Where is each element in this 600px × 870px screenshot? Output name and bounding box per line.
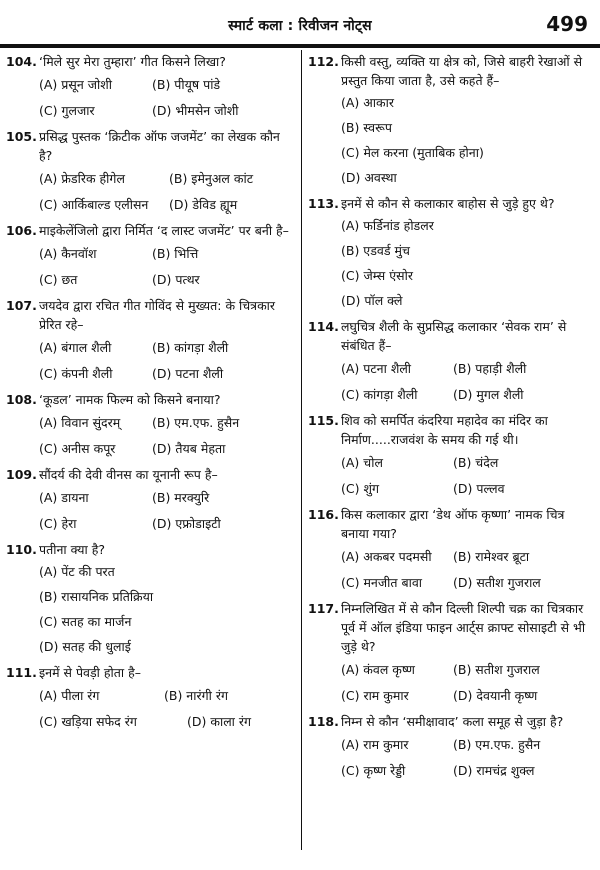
option-a: (A) बंगाल शैली: [39, 339, 112, 355]
question-104: [6, 52, 294, 123]
question-116: [308, 505, 592, 595]
option-c: (C) हेरा: [39, 515, 77, 531]
option-b: (B) भित्ति: [152, 245, 199, 261]
option-b: (B) एम.एफ. हुसैन: [453, 736, 541, 752]
option-c: (C) सतह का मार्जन: [39, 614, 132, 629]
question-105: [6, 127, 294, 217]
option-a: (A) चोल: [341, 454, 383, 470]
option-d: (D) काला रंग: [187, 713, 252, 729]
page-number: 499: [546, 12, 588, 36]
question-text: सौंदर्य की देवी वीनस का यूनानी रूप है–: [39, 467, 218, 482]
option-a: (A) पीला रंग: [39, 687, 100, 703]
question-text: निम्न से कौन ‘समीक्षावाद’ कला समूह से जुड़ा है?: [341, 714, 564, 729]
option-b: (B) पहाड़ी शैली: [453, 360, 527, 376]
question-111: [6, 663, 294, 734]
question-number: 105.: [6, 129, 37, 144]
question-107: [6, 296, 294, 386]
option-b: (B) पीयूष पांडे: [152, 76, 221, 92]
option-c: (C) राम कुमार: [341, 687, 409, 703]
question-text: निम्नलिखित में से कौन दिल्ली शिल्पी चक्र का चित्रकार पूर्व में ऑल इंडिया फाइन आर्ट्स क्राफ्ट सोसाइटी से भी जुड़े थे?: [341, 601, 586, 654]
option-c: (C) छत: [39, 271, 78, 287]
question-number: 106.: [6, 223, 37, 238]
option-d: (D) तैयब मेहता: [152, 440, 226, 456]
question-110: [6, 540, 294, 659]
option-b: (B) एम.एफ. हुसैन: [152, 414, 240, 430]
question-117: [308, 599, 592, 708]
option-c: (C) खड़िया सफेद रंग: [39, 713, 137, 729]
option-a: (A) पटना शैली: [341, 360, 412, 376]
option-c: (C) अनीस कपूर: [39, 440, 116, 456]
question-text: किस कलाकार द्वारा ‘डेथ ऑफ कृष्णा’ नामक चित्र बनाया गया?: [341, 507, 565, 541]
question-number: 117.: [308, 601, 339, 616]
question-text: जयदेव द्वारा रचित गीत गोविंद से मुख्यत: के चित्रकार प्रेरित रहे–: [39, 298, 276, 332]
question-text: लघुचित्र शैली के सुप्रसिद्ध कलाकार ‘सेवक राम’ से संबंधित हैं–: [341, 319, 567, 353]
option-d: (D) अवस्था: [341, 170, 397, 185]
option-d: (D) पटना शैली: [152, 365, 224, 381]
question-text: ‘मिले सुर मेरा तुम्हारा’ गीत किसने लिखा?: [39, 54, 226, 69]
header-title: स्मार्ट कला : रिवीजन नोट्स: [228, 18, 372, 34]
option-d: (D) डेविड ह्यूम: [169, 196, 238, 212]
question-text: किसी वस्तु, व्यक्ति या क्षेत्र को, जिसे बाहरी रेखाओं से प्रस्तुत किया जाता है, उसे कहते हैं–: [341, 54, 583, 88]
question-108: [6, 390, 294, 461]
option-a: (A) कैनवॉश: [39, 245, 97, 261]
option-b: (B) चंदेल: [453, 454, 499, 470]
question-number: 110.: [6, 542, 37, 557]
header-rule: [0, 44, 600, 48]
question-number: 109.: [6, 467, 37, 482]
question-number: 108.: [6, 392, 37, 407]
question-113: [308, 194, 592, 313]
option-b: (B) सतीश गुजराल: [453, 661, 540, 677]
left-column: [6, 52, 294, 738]
option-c: (C) मनजीत बावा: [341, 574, 423, 590]
option-d: (D) एफ्रोडाइटी: [152, 515, 221, 531]
question-text: ‘कूडल’ नामक फिल्म को किसने बनाया?: [39, 392, 221, 407]
option-b: (B) कांगड़ा शैली: [152, 339, 229, 355]
option-b: (B) मरक्युरि: [152, 489, 210, 505]
question-text: इनमें से पेवड़ी होता है–: [39, 665, 141, 680]
option-c: (C) जेम्स एंसोर: [341, 268, 413, 283]
question-text: पतीना क्या है?: [39, 542, 106, 557]
option-c: (C) आर्किबाल्ड एलीसन: [39, 196, 149, 212]
option-a: (A) पेंट की परत: [39, 564, 115, 579]
question-number: 113.: [308, 196, 339, 211]
option-c: (C) मेल करना (मुताबिक होना): [341, 145, 484, 160]
option-c: (C) कांगड़ा शैली: [341, 386, 418, 402]
question-text: शिव को समर्पित कंदरिया महादेव का मंदिर का निर्माण.....राजवंश के समय की गई थी।: [341, 413, 548, 447]
question-number: 114.: [308, 319, 339, 334]
question-114: [308, 317, 592, 407]
option-b: (B) इमेनुअल कांट: [169, 170, 253, 186]
question-number: 116.: [308, 507, 339, 522]
option-c: (C) गुलजार: [39, 102, 95, 118]
column-divider: [301, 50, 302, 850]
option-a: (A) विवान सुंदरम्: [39, 414, 121, 430]
question-text: इनमें से कौन से कलाकार बाहोस से जुड़े हुए थे?: [341, 196, 555, 211]
option-a: (A) डायना: [39, 489, 89, 505]
right-column: [308, 52, 592, 787]
option-b: (B) रासायनिक प्रतिक्रिया: [39, 589, 154, 604]
option-b: (B) एडवर्ड मुंच: [341, 243, 410, 258]
option-b: (B) स्वरूप: [341, 120, 392, 135]
question-118: [308, 712, 592, 783]
option-a: (A) आकार: [341, 95, 395, 110]
option-d: (D) मुगल शैली: [453, 386, 524, 402]
question-number: 104.: [6, 54, 37, 69]
option-a: (A) फ्रेडरिक हीगेल: [39, 170, 125, 186]
option-d: (D) देवयानी कृष्ण: [453, 687, 538, 703]
question-number: 115.: [308, 413, 339, 428]
page-header: [0, 0, 600, 44]
option-d: (D) पल्लव: [453, 480, 505, 496]
option-a: (A) फर्डिनांड होडलर: [341, 218, 434, 233]
question-text: माइकेलेंजिलो द्वारा निर्मित ‘द लास्ट जजमेंट’ पर बनी है–: [39, 223, 289, 238]
option-c: (C) कंपनी शैली: [39, 365, 113, 381]
question-109: [6, 465, 294, 536]
question-number: 111.: [6, 665, 37, 680]
option-d: (D) सतह की धुलाई: [39, 639, 131, 654]
question-112: [308, 52, 592, 190]
option-d: (D) भीमसेन जोशी: [152, 102, 239, 118]
question-115: [308, 411, 592, 501]
option-b: (B) रामेश्वर ब्रूटा: [453, 548, 530, 564]
question-number: 118.: [308, 714, 339, 729]
option-b: (B) नारंगी रंग: [164, 687, 228, 703]
option-d: (D) रामचंद्र शुक्ल: [453, 762, 535, 778]
question-106: [6, 221, 294, 292]
option-c: (C) शुंग: [341, 480, 379, 496]
option-a: (A) राम कुमार: [341, 736, 409, 752]
option-c: (C) कृष्ण रेड्डी: [341, 762, 406, 778]
option-a: (A) प्रसून जोशी: [39, 76, 113, 92]
option-a: (A) अकबर पदमसी: [341, 548, 432, 564]
option-d: (D) सतीश गुजराल: [453, 574, 541, 590]
question-number: 107.: [6, 298, 37, 313]
option-a: (A) कंवल कृष्ण: [341, 661, 415, 677]
option-d: (D) पॉल क्ले: [341, 293, 403, 308]
question-text: प्रसिद्ध पुस्तक ‘क्रिटीक ऑफ जजमेंट’ का लेखक कौन है?: [39, 129, 280, 163]
question-number: 112.: [308, 54, 339, 69]
option-d: (D) पत्थर: [152, 271, 200, 287]
